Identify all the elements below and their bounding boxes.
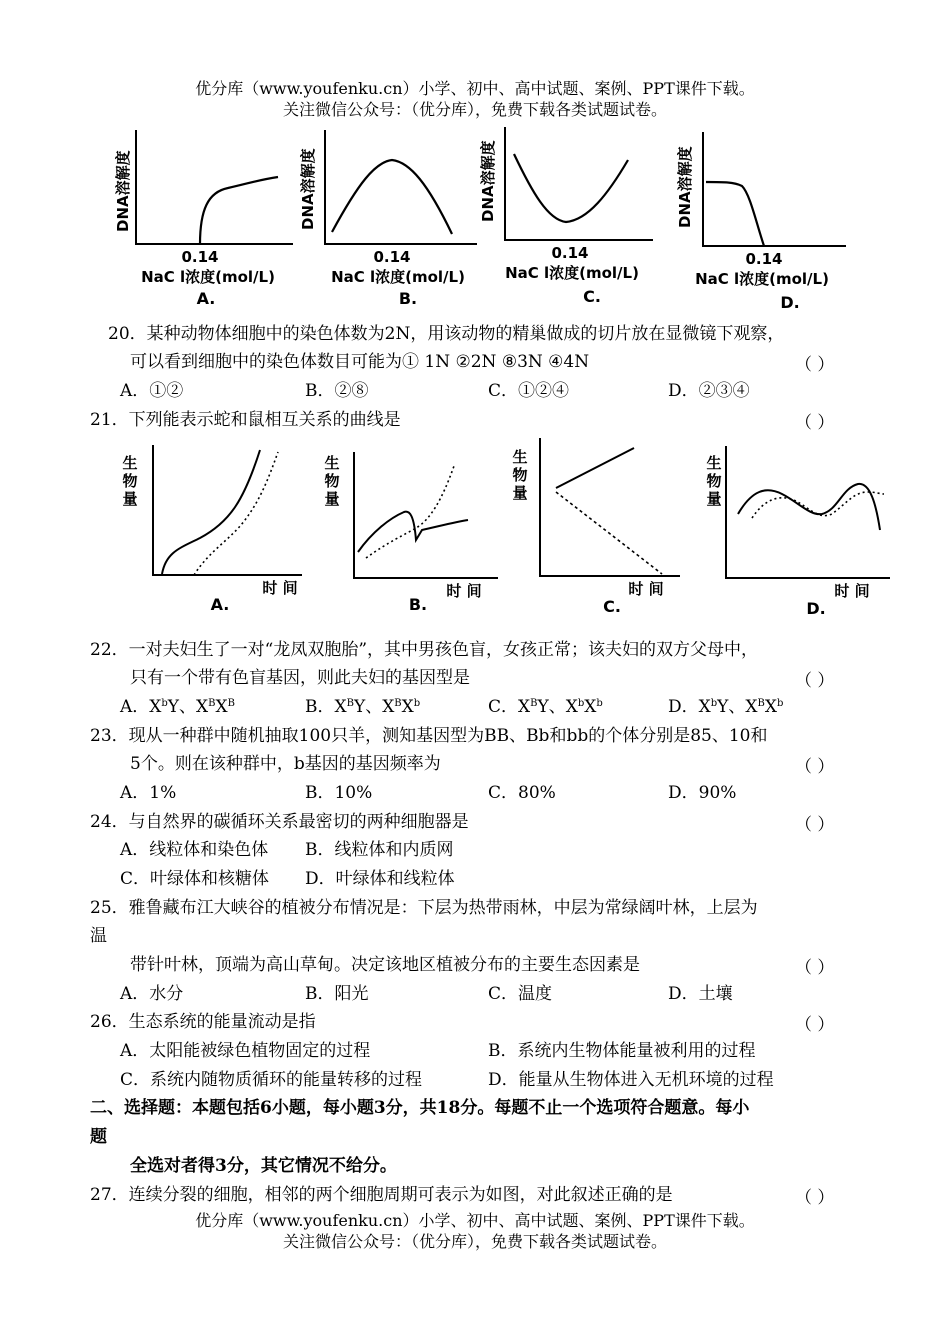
q22-line-1: 22．一对夫妇生了一对“龙凤双胞胎”，其中男孩色盲，女孩正常；该夫妇的双方父母中，	[90, 640, 759, 660]
biomass-graph-d-axes	[726, 446, 890, 578]
biomass-graph-d-xlabel: 时 间	[834, 582, 870, 600]
biomass-graph-c-ylabel-2: 物	[512, 466, 528, 484]
q26-stem: 26．生态系统的能量流动是指	[90, 1012, 316, 1032]
q23-option-a: A．1%	[120, 783, 177, 803]
q26-option-d: D．能量从生物体进入无机环境的过程	[488, 1070, 774, 1090]
dna-graph-c	[479, 127, 653, 306]
q24-stem: 24．与自然界的碳循环关系最密切的两种细胞器是	[90, 812, 469, 832]
dna-graph-a-ylabel: DNA溶解度	[114, 150, 132, 232]
dna-graph-b	[299, 130, 477, 308]
biomass-graph-b-option: B.	[408, 595, 428, 614]
q22-option-a: A．$X^bY$、$X^BX^B$	[120, 697, 235, 717]
dna-graph-c-option: C.	[583, 287, 601, 306]
biomass-graph-c-option: C.	[603, 597, 621, 616]
dna-graph-b-curve	[332, 160, 452, 234]
biomass-graph-b-solid-curve	[358, 512, 468, 552]
q21-stem: 21．下列能表示蛇和鼠相互关系的曲线是	[90, 410, 401, 430]
biomass-graph-c-solid-line	[556, 448, 634, 488]
dna-graph-c-tick: 0.14	[551, 244, 589, 262]
q22-option-d: D．$X^bY$、$X^BX^b$	[668, 697, 784, 717]
q24-option-d: D．叶绿体和线粒体	[305, 869, 455, 889]
dna-graph-d-axes	[703, 132, 846, 246]
dna-graph-c-curve	[514, 154, 628, 222]
biomass-graph-c-ylabel-3: 量	[512, 484, 528, 502]
q23-answer-blank: （ ）	[795, 757, 835, 777]
dna-graph-b-ylabel: DNA溶解度	[299, 148, 317, 230]
q24-answer-blank: （ ）	[795, 815, 835, 835]
q21-answer-blank: （ ）	[795, 413, 835, 433]
dna-graph-d	[676, 132, 846, 312]
header-line-2: 关注微信公众号：（优分库），免费下载各类试题试卷。	[282, 100, 667, 119]
q25-option-a: A．水分	[120, 984, 184, 1004]
biomass-graph-a	[122, 445, 302, 614]
section-2-heading-line-1: 二、选择题：本题包括6小题，每小题3分，共18分。每题不止一个选项符合题意。每小	[90, 1098, 750, 1118]
q25-line-3: 带针叶林，顶端为高山草甸。决定该地区植被分布的主要生态因素是	[130, 955, 640, 975]
dna-graph-d-option: D.	[780, 293, 800, 312]
biomass-graph-a-ylabel-1: 生	[122, 454, 138, 472]
biomass-graph-a-dotted-curve	[194, 452, 278, 575]
biomass-graph-b-ylabel-3: 量	[324, 490, 340, 508]
biomass-graph-b-dotted-curve	[366, 466, 454, 558]
biomass-graph-d-ylabel-1: 生	[706, 454, 722, 472]
q25-answer-blank: （ ）	[795, 958, 835, 978]
dna-graph-c-ylabel: DNA溶解度	[479, 140, 497, 222]
q25-line-2: 温	[90, 926, 107, 946]
q25-option-c: C．温度	[488, 984, 553, 1004]
q23-option-b: B．10%	[305, 783, 373, 803]
biomass-graph-c-dotted-line	[556, 492, 662, 574]
biomass-graph-b	[324, 452, 498, 614]
dna-graph-a-xlabel: NaC l浓度(mol/L)	[141, 268, 275, 286]
dna-graph-b-xlabel: NaC l浓度(mol/L)	[331, 268, 465, 286]
q25-line-1: 25．雅鲁藏布江大峡谷的植被分布情况是：下层为热带雨林，中层为常绿阔叶林，上层为	[90, 898, 758, 918]
biomass-graph-a-solid-curve	[162, 450, 260, 574]
q25-option-d: D．土壤	[668, 984, 733, 1004]
q22-answer-blank: （ ）	[795, 671, 835, 691]
biomass-graph-d-solid-curve	[738, 484, 880, 530]
q23-option-d: D．90%	[668, 783, 737, 803]
section-2-heading-line-3: 全选对者得3分，其它情况不给分。	[130, 1156, 397, 1176]
section-2-heading-line-2: 题	[90, 1127, 107, 1147]
dna-graph-b-axes	[325, 130, 477, 244]
biomass-graph-d-option: D.	[806, 599, 826, 618]
biomass-figure	[110, 430, 900, 625]
biomass-graph-d-ylabel-2: 物	[706, 472, 722, 490]
biomass-graph-c	[512, 438, 680, 616]
dna-graph-d-ylabel: DNA溶解度	[676, 146, 694, 228]
q20-option-b: B．②⑧	[305, 381, 369, 401]
biomass-graph-a-ylabel-3: 量	[122, 490, 138, 508]
q20-option-c: C．①②④	[488, 381, 570, 401]
dna-graph-d-tick: 0.14	[745, 250, 783, 268]
dna-graph-b-option: B.	[398, 289, 418, 308]
q20-option-a: A．①②	[120, 381, 184, 401]
dna-graph-a-axes	[136, 130, 293, 244]
biomass-graph-c-xlabel: 时 间	[628, 580, 664, 598]
q27-answer-blank: （ ）	[795, 1188, 835, 1208]
dna-graph-a	[114, 130, 293, 308]
q24-option-b: B．线粒体和内质网	[305, 840, 454, 860]
q20-line-1: 20．某种动物体细胞中的染色体数为2N，用该动物的精巢做成的切片放在显微镜下观察，	[108, 324, 785, 344]
q26-answer-blank: （ ）	[795, 1015, 835, 1035]
q26-option-c: C．系统内随物质循环的能量转移的过程	[120, 1070, 423, 1090]
q20-answer-blank: （ ）	[795, 355, 835, 375]
dna-graph-a-tick: 0.14	[181, 248, 219, 266]
biomass-graph-d	[706, 446, 890, 618]
dna-solubility-figure	[100, 122, 850, 317]
biomass-graph-b-ylabel-1: 生	[324, 454, 340, 472]
header-line-1: 优分库（www.youfenku.cn）小学、初中、高中试题、案例、PPT课件下载。	[195, 79, 755, 98]
q23-option-c: C．80%	[488, 783, 556, 803]
q22-option-c: C．$X^BY$、$X^bX^b$	[488, 697, 603, 717]
biomass-graph-a-axes	[153, 445, 302, 575]
footer-line-2: 关注微信公众号：（优分库），免费下载各类试题试卷。	[282, 1232, 667, 1251]
q24-option-a: A．线粒体和染色体	[120, 840, 269, 860]
biomass-graph-a-ylabel-2: 物	[122, 472, 138, 490]
biomass-graph-a-option: A.	[210, 595, 230, 614]
biomass-graph-b-ylabel-2: 物	[324, 472, 340, 490]
biomass-graph-b-xlabel: 时 间	[446, 582, 482, 600]
q26-option-b: B．系统内生物体能量被利用的过程	[488, 1041, 756, 1061]
dna-graph-c-axes	[505, 127, 653, 240]
dna-graph-c-xlabel: NaC l浓度(mol/L)	[505, 264, 639, 282]
biomass-graph-a-xlabel: 时 间	[262, 579, 298, 597]
biomass-graph-b-axes	[354, 452, 498, 578]
q22-option-b: B．$X^BY$、$X^BX^b$	[305, 697, 421, 717]
footer-line-1: 优分库（www.youfenku.cn）小学、初中、高中试题、案例、PPT课件下载。	[195, 1211, 755, 1230]
q27-stem: 27．连续分裂的细胞，相邻的两个细胞周期可表示为如图，对此叙述正确的是	[90, 1185, 673, 1205]
q23-line-1: 23．现从一种群中随机抽取100只羊，测知基因型为BB、Bb和bb的个体分别是85、10和	[90, 726, 768, 746]
q26-option-a: A．太阳能被绿色植物固定的过程	[120, 1041, 371, 1061]
biomass-graph-d-ylabel-3: 量	[706, 490, 722, 508]
dna-graph-d-xlabel: NaC l浓度(mol/L)	[695, 270, 829, 288]
dna-graph-a-curve	[200, 177, 278, 244]
q20-option-d: D．②③④	[668, 381, 750, 401]
q20-line-2: 可以看到细胞中的染色体数目可能为① 1N ②2N ⑧3N ④4N	[130, 352, 590, 372]
biomass-graph-c-ylabel-1: 生	[512, 448, 528, 466]
q24-option-c: C．叶绿体和核糖体	[120, 869, 270, 889]
biomass-graph-c-axes	[540, 438, 680, 576]
q25-option-b: B．阳光	[305, 984, 369, 1004]
dna-graph-b-tick: 0.14	[373, 248, 411, 266]
dna-graph-a-option: A.	[196, 289, 216, 308]
q23-line-2: 5个。则在该种群中，b基因的基因频率为	[130, 754, 441, 774]
dna-graph-d-curve	[706, 182, 764, 246]
q22-line-2: 只有一个带有色盲基因，则此夫妇的基因型是	[130, 668, 470, 688]
